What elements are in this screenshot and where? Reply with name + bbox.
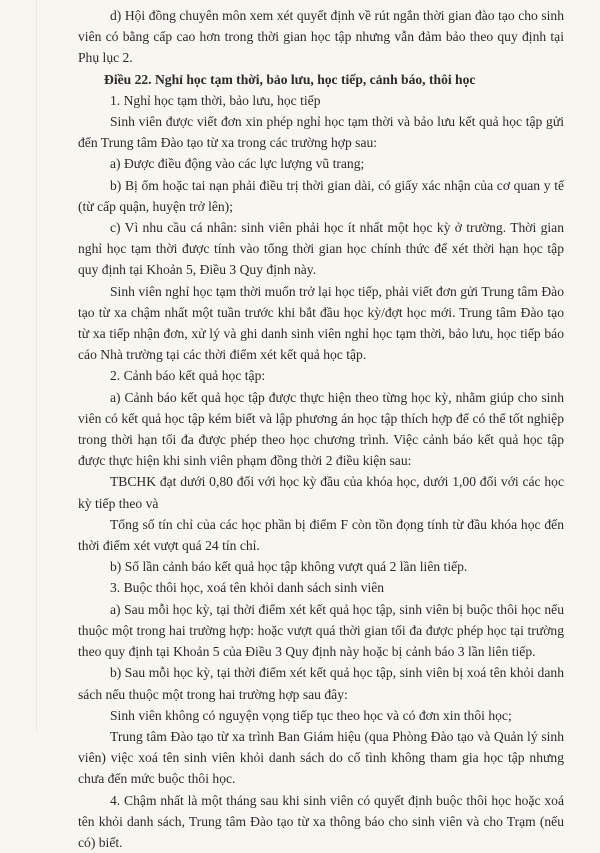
paragraph: 3. Buộc thôi học, xoá tên khỏi danh sách sinh viên: [110, 580, 385, 596]
paragraph: a) Cảnh báo kết quả học tập được thực hiện theo từng học kỳ, nhằm giúp cho sinh viên có kết quả học tập kém biết và lập phương án học tập thích hợp để có thể tốt nghiệp trong thời hạn tối đa được phép theo học chương trình. Việc cảnh báo kết quả học tập được thực hiện khi sinh viên phạm đồng thời 2 điều kiện sau:: [78, 389, 564, 469]
paragraph: Trung tâm Đào tạo từ xa trình Ban Giám hiệu (qua Phòng Đào tạo và Quản lý sinh viên) việc xoá tên sinh viên khỏi danh sách do cố tình không tham gia học tập nhưng chưa đến mức buộc thôi học.: [78, 728, 564, 787]
paragraph: 1. Nghỉ học tạm thời, bảo lưu, học tiếp: [110, 92, 321, 108]
document-body: [78, 5, 564, 853]
paragraph: d) Hội đồng chuyên môn xem xét quyết định về rút ngắn thời gian đào tạo cho sinh viên có bằng cấp cao hơn trong thời gian học tập nhưng vẫn đảm bảo theo quy định tại Phụ lục 2.: [78, 8, 564, 66]
paragraph: TBCHK đạt dưới 0,80 đối với học kỳ đầu của khóa học, dưới 1,00 đối với các học kỳ tiếp theo và: [78, 474, 564, 511]
paragraph: b) Bị ốm hoặc tai nạn phải điều trị thời gian dài, có giấy xác nhận của cơ quan y tế (từ cấp quận, huyện trở lên);: [78, 177, 564, 214]
paragraph: Tổng số tín chỉ của các học phần bị điểm F còn tồn đọng tính từ đầu khóa học đến thời điểm xét vượt quá 24 tín chỉ.: [78, 516, 564, 554]
paragraph: a) Sau mỗi học kỳ, tại thời điểm xét kết quả học tập, sinh viên bị buộc thôi học nếu thuộc một trong hai trường hợp: hoặc vượt quá thời gian tối đa được phép học tại trường theo quy định tại Khoản 5 của Điều 3 Quy định này hoặc bị cảnh báo 3 lần liên tiếp.: [78, 601, 564, 660]
paragraph: 2. Cảnh báo kết quả học tập:: [110, 368, 266, 384]
paragraph: b) Số lần cảnh báo kết quả học tập không vượt quá 2 lần liên tiếp.: [110, 559, 468, 575]
scan-edge: [36, 0, 37, 732]
paragraph: b) Sau mỗi học kỳ, tại thời điểm xét kết quả học tập, sinh viên bị xoá tên khỏi danh sách nếu thuộc một trong hai trường hợp sau đây:: [78, 665, 564, 702]
paragraph: Sinh viên được viết đơn xin phép nghỉ học tạm thời và bảo lưu kết quả học tập gửi đến Trung tâm Đào tạo từ xa trong các trường hợp sau:: [78, 114, 564, 151]
paragraph: c) Vì nhu cầu cá nhân: sinh viên phải học ít nhất một học kỳ ở trường. Thời gian nghỉ học tạm thời được tính vào tổng thời gian học chính thức để xét thời hạn học tập quy định tại Khoản 5, Điều 3 Quy định này.: [78, 220, 564, 278]
paragraph: Sinh viên nghỉ học tạm thời muốn trở lại học tiếp, phải viết đơn gửi Trung tâm Đào tạo từ xa chậm nhất một tuần trước khi bắt đầu học kỳ/đợt học mới. Trung tâm Đào tạo từ xa tiếp nhận đơn, xử lý và ghi danh sinh viên nghỉ học tạm thời, bảo lưu, học tiếp báo cáo Nhà trường tại các thời điểm xét kết quả học tập.: [78, 283, 564, 363]
paragraph: Sinh viên không có nguyện vọng tiếp tục theo học và có đơn xin thôi học;: [110, 707, 512, 723]
section-heading: Điều 22. Nghỉ học tạm thời, bảo lưu, học tiếp, cảnh báo, thôi học: [104, 71, 476, 87]
paragraph: 4. Chậm nhất là một tháng sau khi sinh viên có quyết định buộc thôi học hoặc xoá tên khỏi danh sách, Trung tâm Đào tạo từ xa thông báo cho sinh viên và cho Trạm (nếu có) biết.: [78, 792, 564, 850]
paragraph: a) Được điều động vào các lực lượng vũ trang;: [110, 156, 365, 172]
